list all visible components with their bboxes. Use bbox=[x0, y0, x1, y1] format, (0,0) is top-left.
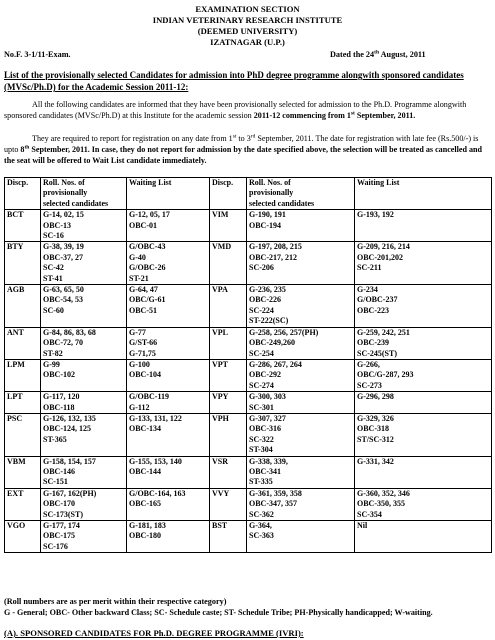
legend-note: G - General; OBC- Other backward Class; SC- Schedule caste; ST- Schedule Tribe; PH-Physically handicapped; W-waiting. bbox=[4, 608, 433, 617]
cell-line: OBC-118 bbox=[43, 402, 75, 412]
header-line-1: EXAMINATION SECTION bbox=[195, 4, 300, 14]
table-row bbox=[5, 488, 492, 520]
roll-numbers-left bbox=[41, 210, 127, 242]
reference-number: No.F. 3-1/11-Exam. bbox=[4, 50, 71, 59]
cell-line: OBC-170 bbox=[43, 499, 75, 509]
header-discipline-right: Discp. bbox=[210, 178, 247, 210]
cell-line: VPH bbox=[212, 413, 229, 423]
cell-line: G-99 bbox=[43, 359, 60, 369]
cell-line: G-331, 342 bbox=[357, 456, 394, 466]
discipline-left bbox=[5, 392, 41, 414]
discipline-right bbox=[210, 456, 247, 488]
cell-line: OBC-180 bbox=[129, 531, 161, 541]
table-row bbox=[5, 210, 492, 242]
cell-line: ST-304 bbox=[249, 445, 273, 455]
cell-line: G/OBC-237 bbox=[357, 295, 398, 305]
cell-line: OBC-13 bbox=[43, 220, 71, 230]
waiting-list-left bbox=[127, 392, 210, 414]
roll-numbers-left bbox=[41, 488, 127, 520]
roll-numbers-left bbox=[41, 456, 127, 488]
cell-line: BCT bbox=[7, 210, 24, 220]
cell-line: OBC-194 bbox=[249, 220, 281, 230]
cell-line: SC-211 bbox=[357, 263, 382, 273]
discipline-left bbox=[5, 413, 41, 456]
waiting-list-left bbox=[127, 413, 210, 456]
waiting-list-right bbox=[355, 359, 492, 391]
cell-line: G-364, bbox=[249, 521, 272, 530]
cell-line: BST bbox=[212, 521, 228, 530]
cell-line: G-38, 39, 19 bbox=[43, 242, 84, 252]
cell-line: G/OBC-119 bbox=[129, 392, 170, 402]
cell-line: VMD bbox=[212, 242, 232, 252]
cell-line: G-177, 174 bbox=[43, 521, 80, 530]
roll-numbers-right bbox=[247, 242, 355, 285]
cell-line: VPL bbox=[212, 327, 228, 337]
table-row bbox=[5, 327, 492, 359]
waiting-list-right bbox=[355, 327, 492, 359]
roll-numbers-left bbox=[41, 413, 127, 456]
cell-line: G-307, 327 bbox=[249, 413, 286, 423]
cell-line: G-286, 267, 264 bbox=[249, 359, 302, 369]
cell-line: SC-206 bbox=[249, 263, 274, 273]
cell-line: G-266, bbox=[357, 359, 380, 369]
roll-numbers-right bbox=[247, 456, 355, 488]
discipline-right bbox=[210, 210, 247, 242]
roll-numbers-right bbox=[247, 488, 355, 520]
waiting-list-left bbox=[127, 210, 210, 242]
cell-line: OBC-350, 355 bbox=[357, 499, 405, 509]
cell-line: LPT bbox=[7, 392, 23, 402]
cell-line: G-197, 208, 215 bbox=[249, 242, 302, 252]
roll-numbers-left bbox=[41, 285, 127, 328]
cell-line: G/OBC-26 bbox=[129, 263, 166, 273]
roll-numbers-right bbox=[247, 392, 355, 414]
cell-line: G-71,75 bbox=[129, 348, 156, 358]
cell-line: OBC-341 bbox=[249, 466, 281, 476]
cell-line: PSC bbox=[7, 413, 23, 423]
cell-line: SC-60 bbox=[43, 305, 64, 315]
cell-line: G-84, 86, 83, 68 bbox=[43, 327, 96, 337]
header-roll-right: Roll. Nos. of provisionally selected candidates bbox=[247, 178, 355, 210]
table-row bbox=[5, 413, 492, 456]
cell-line: G/OBC-164, 163 bbox=[129, 488, 186, 498]
roll-numbers-left bbox=[41, 521, 127, 553]
discipline-left bbox=[5, 285, 41, 328]
cell-line: OBC-104 bbox=[129, 370, 161, 380]
cell-line: OBC-226 bbox=[249, 295, 281, 305]
document-title: List of the provisionally selected Candidates for admission into PhD degree programme alongwith sponsored candidates (MVSc/Ph.D) for the Academic Session 2011-12: bbox=[4, 70, 464, 92]
discipline-right bbox=[210, 413, 247, 456]
candidates-table bbox=[4, 177, 492, 553]
table-row bbox=[5, 359, 492, 391]
table-row bbox=[5, 285, 492, 328]
header-roll-left: Roll. Nos. of provisionally selected candidates bbox=[41, 178, 127, 210]
cell-line: G-63, 65, 50 bbox=[43, 285, 84, 295]
document-date: Dated the 24th August, 2011 bbox=[330, 49, 426, 59]
table-header-row bbox=[5, 178, 492, 210]
header-waiting-right: Waiting List bbox=[355, 178, 492, 210]
discipline-right bbox=[210, 488, 247, 520]
cell-line: VGO bbox=[7, 521, 26, 530]
cell-line: VPY bbox=[212, 392, 229, 402]
roll-numbers-right bbox=[247, 210, 355, 242]
cell-line: VBM bbox=[7, 456, 26, 466]
cell-line: SC-151 bbox=[43, 477, 68, 487]
cell-line: G-193, 192 bbox=[357, 210, 394, 220]
cell-line: OBC-102 bbox=[43, 370, 75, 380]
discipline-left bbox=[5, 210, 41, 242]
cell-line: OBC-223 bbox=[357, 305, 389, 315]
cell-line: G-258, 256, 257(PH) bbox=[249, 327, 319, 337]
discipline-right bbox=[210, 392, 247, 414]
roll-numbers-right bbox=[247, 327, 355, 359]
cell-line: G-209, 216, 214 bbox=[357, 242, 410, 252]
cell-line: SC-354 bbox=[357, 509, 382, 519]
roll-numbers-right bbox=[247, 285, 355, 328]
cell-line: OBC-51 bbox=[129, 305, 157, 315]
cell-line: G-181, 183 bbox=[129, 521, 166, 530]
cell-line: EXT bbox=[7, 488, 24, 498]
cell-line: G-167, 162(PH) bbox=[43, 488, 97, 498]
cell-line: ST-222(SC) bbox=[249, 316, 289, 326]
cell-line: OBC-249,260 bbox=[249, 338, 295, 348]
cell-line: OBC-347, 357 bbox=[249, 499, 297, 509]
cell-line: G-112 bbox=[129, 402, 150, 412]
cell-line: SC-42 bbox=[43, 263, 64, 273]
cell-line: G-100 bbox=[129, 359, 150, 369]
table-row bbox=[5, 456, 492, 488]
cell-line: SC-224 bbox=[249, 305, 274, 315]
paragraph-registration: They are required to report for registration on any date from 1st to 3rd September, 2011. The date for registration with late fee (Rs.500/-) is upto 8th September, 2011. In case, they do not report for admission by the date specified above, the selection will be treated as cancelled and the seat will be offered to Wait List candidate immediately. bbox=[4, 133, 483, 165]
cell-line: OBC-239 bbox=[357, 338, 389, 348]
header-line-3: (DEEMED UNIVERSITY) bbox=[197, 26, 298, 36]
header-line-4: IZATNAGAR (U.P.) bbox=[210, 37, 285, 47]
cell-line: SC-254 bbox=[249, 348, 274, 358]
cell-line: G-64, 47 bbox=[129, 285, 158, 295]
waiting-list-right bbox=[355, 413, 492, 456]
cell-line: G-296, 298 bbox=[357, 392, 394, 402]
cell-line: Nil bbox=[357, 521, 368, 530]
cell-line: SC-322 bbox=[249, 434, 274, 444]
waiting-list-right bbox=[355, 488, 492, 520]
discipline-left bbox=[5, 488, 41, 520]
cell-line: OBC-165 bbox=[129, 499, 161, 509]
cell-line: G-117, 120 bbox=[43, 392, 80, 402]
cell-line: AGB bbox=[7, 285, 25, 295]
cell-line: G-126, 132, 135 bbox=[43, 413, 96, 423]
cell-line: OBC-72, 70 bbox=[43, 338, 83, 348]
cell-line: G-133, 131, 122 bbox=[129, 413, 182, 423]
discipline-right bbox=[210, 285, 247, 328]
table-row bbox=[5, 242, 492, 285]
cell-line: VPA bbox=[212, 285, 228, 295]
header-line-2: INDIAN VETERINARY RESEARCH INSTITUTE bbox=[152, 15, 343, 25]
cell-line: VVY bbox=[212, 488, 230, 498]
waiting-list-right bbox=[355, 242, 492, 285]
discipline-right bbox=[210, 242, 247, 285]
cell-line: LPM bbox=[7, 359, 25, 369]
cell-line: OBC-318 bbox=[357, 424, 389, 434]
cell-line: G/ST-66 bbox=[129, 338, 158, 348]
discipline-left bbox=[5, 456, 41, 488]
header-waiting-left: Waiting List bbox=[127, 178, 210, 210]
cell-line: G-338, 339, bbox=[249, 456, 288, 466]
cell-line: G-40 bbox=[129, 252, 146, 262]
cell-line: OBC-217, 212 bbox=[249, 252, 297, 262]
cell-line: SC-176 bbox=[43, 541, 68, 551]
cell-line: G-360, 352, 346 bbox=[357, 488, 410, 498]
discipline-left bbox=[5, 327, 41, 359]
cell-line: SC-363 bbox=[249, 531, 274, 541]
waiting-list-left bbox=[127, 521, 210, 553]
cell-line: OBC-175 bbox=[43, 531, 75, 541]
waiting-list-left bbox=[127, 285, 210, 328]
roll-numbers-right bbox=[247, 359, 355, 391]
cell-line: G-12, 05, 17 bbox=[129, 210, 170, 220]
discipline-left bbox=[5, 521, 41, 553]
cell-line: G/OBC-43 bbox=[129, 242, 166, 252]
cell-line: ST-82 bbox=[43, 348, 63, 358]
waiting-list-left bbox=[127, 327, 210, 359]
cell-line: OBC-201,202 bbox=[357, 252, 403, 262]
cell-line: ANT bbox=[7, 327, 24, 337]
cell-line: SC-245(ST) bbox=[357, 348, 398, 358]
cell-line: SC-274 bbox=[249, 380, 274, 390]
cell-line: ST-365 bbox=[43, 434, 67, 444]
cell-line: BTY bbox=[7, 242, 24, 252]
roll-numbers-right bbox=[247, 521, 355, 553]
cell-line: G-155, 153, 140 bbox=[129, 456, 182, 466]
waiting-list-right bbox=[355, 521, 492, 553]
cell-line: OBC-124, 125 bbox=[43, 424, 91, 434]
waiting-list-left bbox=[127, 456, 210, 488]
roll-numbers-left bbox=[41, 359, 127, 391]
cell-line: SC-273 bbox=[357, 380, 382, 390]
discipline-right bbox=[210, 327, 247, 359]
section-a-heading: (A). SPONSORED CANDIDATES FOR Ph.D. DEGREE PROGRAMME (IVRI): bbox=[4, 628, 304, 638]
cell-line: G-361, 359, 358 bbox=[249, 488, 302, 498]
cell-line: G-77 bbox=[129, 327, 146, 337]
cell-line: G-259, 242, 251 bbox=[357, 327, 410, 337]
cell-line: OBC-37, 27 bbox=[43, 252, 83, 262]
waiting-list-right bbox=[355, 456, 492, 488]
waiting-list-right bbox=[355, 210, 492, 242]
cell-line: OBC-146 bbox=[43, 466, 75, 476]
waiting-list-right bbox=[355, 285, 492, 328]
cell-line: OBC-316 bbox=[249, 424, 281, 434]
cell-line: VIM bbox=[212, 210, 229, 220]
cell-line: ST-21 bbox=[129, 273, 149, 283]
discipline-right bbox=[210, 521, 247, 553]
table-row bbox=[5, 521, 492, 553]
candidates-table-body bbox=[5, 178, 492, 553]
cell-line: G-236, 235 bbox=[249, 285, 286, 295]
cell-line: OBC-01 bbox=[129, 220, 157, 230]
cell-line: ST/SC-312 bbox=[357, 434, 394, 444]
roll-numbers-left bbox=[41, 392, 127, 414]
cell-line: G-14, 02, 15 bbox=[43, 210, 84, 220]
cell-line: ST-41 bbox=[43, 273, 63, 283]
cell-line: VSR bbox=[212, 456, 229, 466]
header-discipline-left: Discp. bbox=[5, 178, 41, 210]
cell-line: OBC-134 bbox=[129, 424, 161, 434]
cell-line: SC-301 bbox=[249, 402, 274, 412]
cell-line: OBC/G-61 bbox=[129, 295, 166, 305]
cell-line: G-158, 154, 157 bbox=[43, 456, 96, 466]
cell-line: G-329, 326 bbox=[357, 413, 394, 423]
waiting-list-left bbox=[127, 488, 210, 520]
waiting-list-left bbox=[127, 242, 210, 285]
roll-numbers-left bbox=[41, 242, 127, 285]
cell-line: OBC/G-287, 293 bbox=[357, 370, 414, 380]
cell-line: G-234 bbox=[357, 285, 378, 295]
cell-line: OBC-144 bbox=[129, 466, 161, 476]
cell-line: OBC-292 bbox=[249, 370, 281, 380]
discipline-left bbox=[5, 242, 41, 285]
cell-line: ST-335 bbox=[249, 477, 273, 487]
cell-line: SC-16 bbox=[43, 231, 64, 241]
discipline-left bbox=[5, 359, 41, 391]
roll-numbers-right bbox=[247, 413, 355, 456]
roll-numbers-left bbox=[41, 327, 127, 359]
merit-note: (Roll numbers are as per merit within their respective category) bbox=[4, 597, 227, 606]
waiting-list-right bbox=[355, 392, 492, 414]
cell-line: SC-173(ST) bbox=[43, 509, 84, 519]
discipline-right bbox=[210, 359, 247, 391]
cell-line: G-190, 191 bbox=[249, 210, 286, 220]
cell-line: G-300, 303 bbox=[249, 392, 286, 402]
cell-line: OBC-54, 53 bbox=[43, 295, 83, 305]
cell-line: SC-362 bbox=[249, 509, 274, 519]
waiting-list-left bbox=[127, 359, 210, 391]
table-row bbox=[5, 392, 492, 414]
paragraph-selection: All the following candidates are informed that they have been provisionally selected for admission to the Ph.D. Programme alongwith sponsored candidates (MVSc/Ph.D) at this Institute for the academic session 2011-12 commencing from 1st September, 2011. bbox=[4, 100, 467, 120]
cell-line: VPT bbox=[212, 359, 228, 369]
